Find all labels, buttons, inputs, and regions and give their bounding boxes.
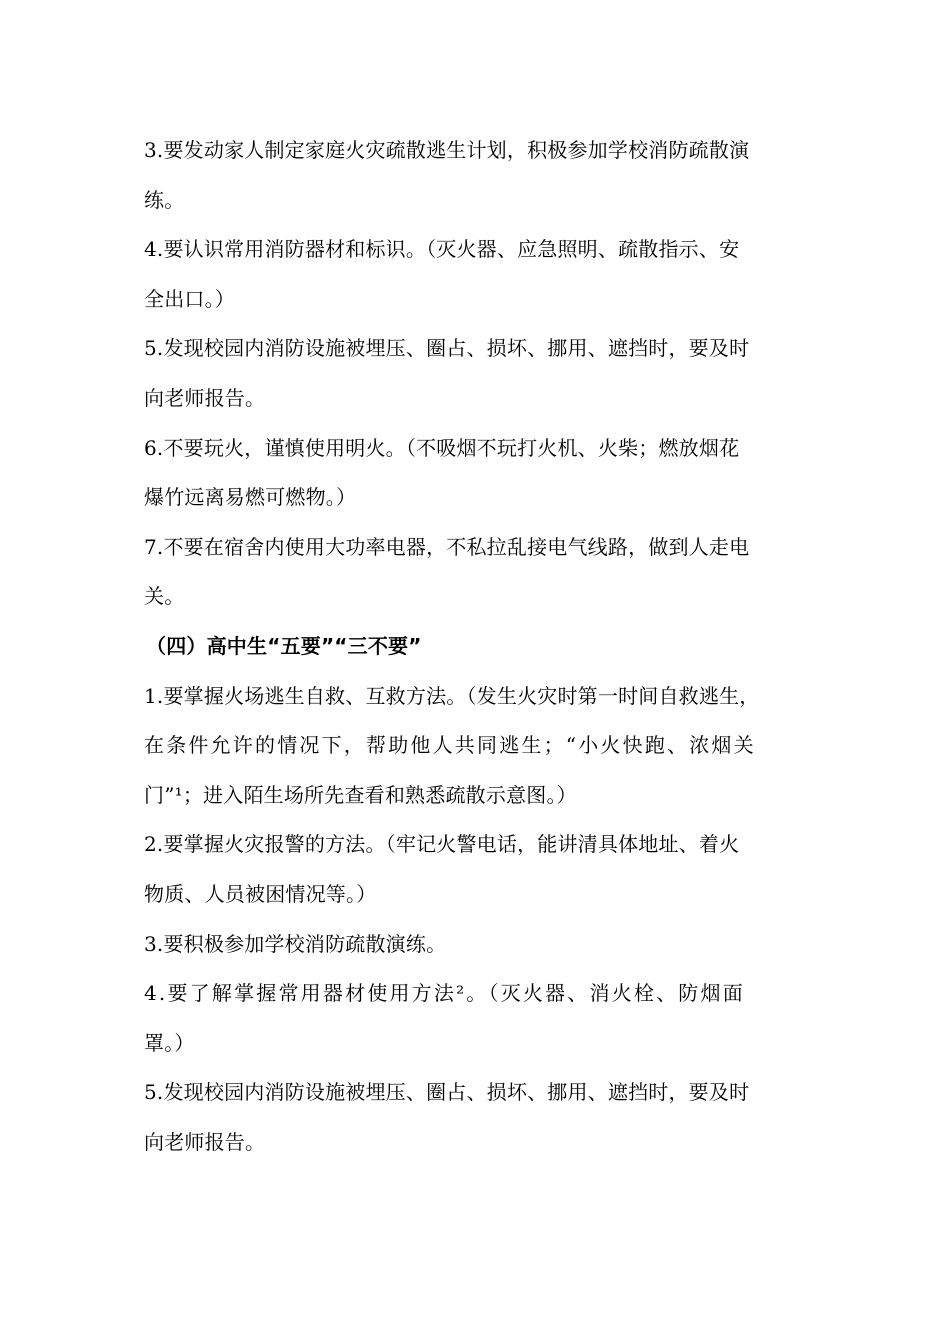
paragraph-line: 5.发现校园内消防设施被埋压、圈占、损坏、挪用、遮挡时，要及时	[144, 336, 750, 361]
paragraph-line: 4.要了解掌握常用器材使用方法²。（灭火器、消火栓、防烟面	[144, 981, 745, 1006]
paragraph-line: 关。	[144, 584, 185, 609]
paragraph-line: 4.要认识常用消防器材和标识。（灭火器、应急照明、疏散指示、安	[144, 237, 740, 262]
paragraph-line: 物质、人员被困情况等。）	[144, 881, 377, 906]
paragraph-line: 在条件允许的情况下，帮助他人共同逃生；“小火快跑、浓烟关	[144, 733, 756, 758]
paragraph-line: 1.要掌握火场逃生自救、互救方法。（发生火灾时第一时间自救逃生，	[144, 683, 760, 708]
document-body	[144, 126, 834, 1167]
paragraph-line: 3.要发动家人制定家庭火灾疏散逃生计划，积极参加学校消防疏散演	[144, 138, 750, 162]
paragraph-line: 向老师报告。	[144, 1129, 266, 1154]
paragraph-line: 5.发现校园内消防设施被埋压、圈占、损坏、挪用、遮挡时，要及时	[144, 1080, 750, 1105]
paragraph-line: 6.不要玩火，谨慎使用明火。（不吸烟不玩打火机、火柴；燃放烟花	[144, 435, 740, 460]
paragraph-line: 全出口。）	[144, 286, 235, 311]
paragraph-line: 罩。）	[144, 1030, 195, 1055]
paragraph-line: 门”¹；进入陌生场所先查看和熟悉疏散示意图。）	[144, 782, 577, 807]
section-heading: （四）高中生“五要”“三不要”	[146, 633, 422, 658]
paragraph-line: 3.要积极参加学校消防疏散演练。	[144, 931, 447, 956]
paragraph-line: 7.不要在宿舍内使用大功率电器，不私拉乱接电气线路，做到人走电	[144, 534, 750, 559]
paragraph-line: 练。	[144, 187, 185, 212]
paragraph-line: 向老师报告。	[144, 385, 266, 410]
paragraph-line: 爆竹远离易燃可燃物。）	[144, 485, 357, 510]
paragraph-line: 2.要掌握火灾报警的方法。（牢记火警电话，能讲清具体地址、着火	[144, 832, 740, 857]
